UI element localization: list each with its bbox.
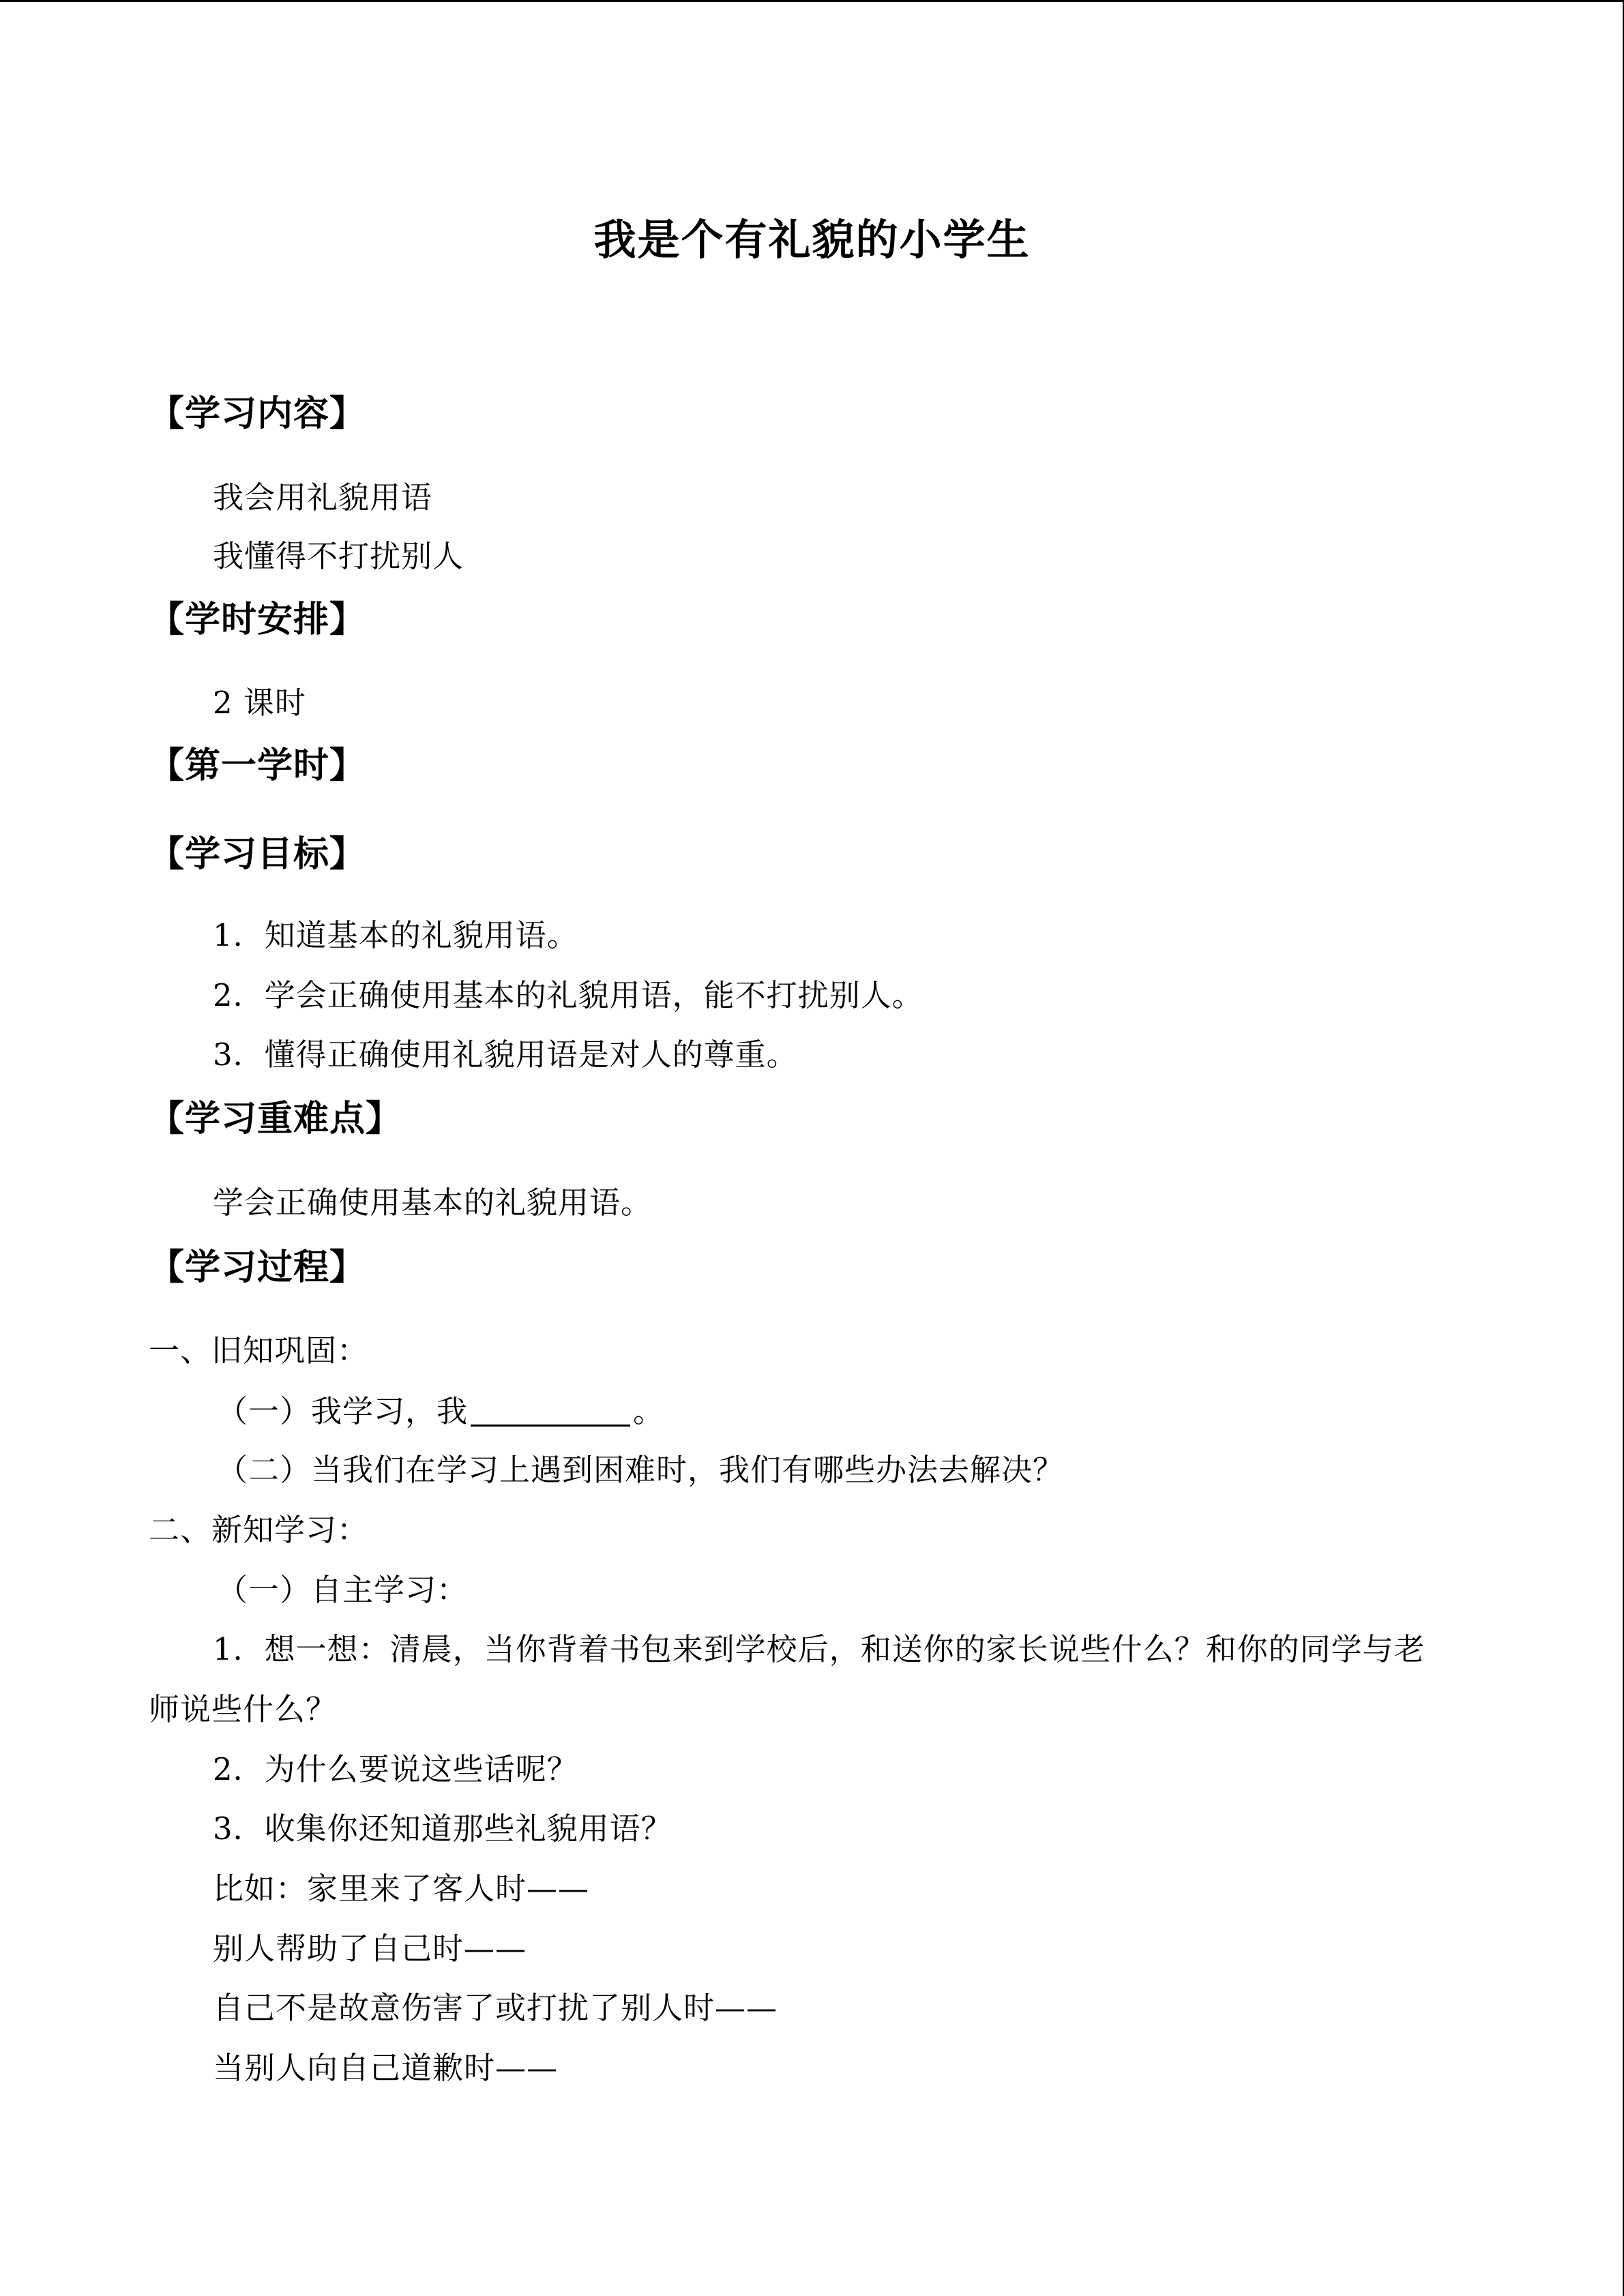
goal-item: 3．懂得正确使用礼貌用语是对人的尊重。 bbox=[213, 1037, 798, 1073]
goal-item: 1．知道基本的礼貌用语。 bbox=[213, 917, 578, 953]
content-item: 我懂得不打扰别人 bbox=[213, 538, 464, 574]
heading-key-points: 【学习重难点】 bbox=[149, 1099, 402, 1139]
process-question-continued: 师说些什么？ bbox=[149, 1691, 338, 1727]
process-question: 1．想一想：清晨，当你背着书包来到学校后，和送你的家长说些什么？和你的同学与老 bbox=[213, 1631, 1426, 1667]
example-item: 当别人向自己道歉时—— bbox=[213, 2050, 559, 2086]
key-points-text: 学会正确使用基本的礼貌用语。 bbox=[213, 1184, 653, 1221]
process-part-two-title: 二、新知学习： bbox=[149, 1512, 369, 1548]
process-question: （二）当我们在学习上遇到困难时，我们有哪些办法去解决？ bbox=[217, 1452, 1065, 1488]
heading-process: 【学习过程】 bbox=[149, 1247, 366, 1288]
process-question-fill-blank bbox=[217, 1395, 664, 1427]
question-prefix: （一）我学习，我 bbox=[217, 1393, 469, 1429]
answer-blank-line bbox=[471, 1395, 630, 1427]
example-item: 比如：家里来了客人时—— bbox=[213, 1870, 590, 1907]
heading-schedule: 【学时安排】 bbox=[149, 599, 366, 640]
example-item: 别人帮助了自己时—— bbox=[213, 1930, 527, 1967]
process-subsection-title: （一）自主学习： bbox=[217, 1572, 469, 1608]
heading-study-content: 【学习内容】 bbox=[149, 393, 366, 434]
schedule-text: 2 课时 bbox=[213, 685, 306, 721]
content-item: 我会用礼貌用语 bbox=[213, 479, 433, 516]
heading-goals: 【学习目标】 bbox=[149, 834, 366, 875]
question-suffix: 。 bbox=[633, 1393, 665, 1429]
example-item: 自己不是故意伤害了或打扰了别人时—— bbox=[213, 1990, 778, 2026]
document-title: 我是个有礼貌的小学生 bbox=[593, 215, 1031, 265]
heading-lesson-one: 【第一学时】 bbox=[149, 745, 366, 786]
goal-item: 2．学会正确使用基本的礼貌用语，能不打扰别人。 bbox=[213, 977, 924, 1013]
process-part-one-title: 一、旧知巩固： bbox=[149, 1332, 369, 1369]
process-question: 2．为什么要说这些话呢？ bbox=[213, 1751, 578, 1787]
process-question: 3．收集你还知道那些礼貌用语？ bbox=[213, 1810, 673, 1847]
